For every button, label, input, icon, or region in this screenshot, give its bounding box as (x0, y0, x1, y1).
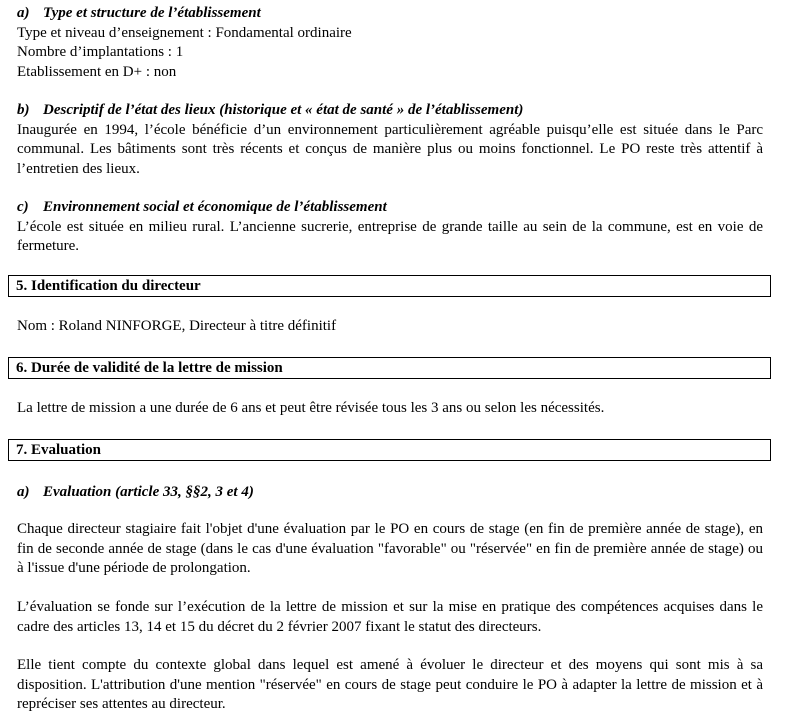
section-7-heading: 7. Evaluation (8, 439, 771, 461)
section-a-line-dplus: Etablissement en D+ : non (17, 63, 177, 80)
mission-validity-text: La lettre de mission a une durée de 6 ans et peut être révisée tous les 3 ans ou selon les nécessités. (17, 400, 605, 416)
section-5-heading: 5. Identification du directeur (8, 275, 771, 297)
section-c-heading (17, 198, 763, 218)
section-a-line-type: Type et niveau d’enseignement : Fondamental ordinaire (17, 24, 352, 41)
section-a-title: Type et structure de l’établissement (43, 5, 261, 21)
section-c-paragraph: L’école est située en milieu rural. L’ancienne sucrerie, entreprise de grande taille au sein de la commune, est en voie de fermeture. (17, 218, 763, 254)
section-7a-letter: a) (17, 484, 30, 500)
section-a-line-implantations: Nombre d’implantations : 1 (17, 44, 184, 60)
section-c (17, 198, 763, 257)
section-b-paragraph: Inaugurée en 1994, l’école bénéficie d’un environnement particulièrement agréable puisqu’elle est située dans le Parc communal. Les bâtiments sont très récents et conçus de manière plus ou moins fonctionnel. Le PO reste très attentif à l’entretien des lieux. (17, 121, 763, 177)
evaluation-paragraph-3: Elle tient compte du contexte global dans lequel est amené à évoluer le directeur et des moyens qui sont mis à sa disposition. L'attribution d'une mention "réservée" en cours de stage peut conduire le PO à adapter la lettre de mission et à repréciser ses attentes au directeur. (17, 657, 763, 712)
evaluation-paragraph-2: L’évaluation se fonde sur l’exécution de la lettre de mission et sur la mise en pratique des compétences acquises dans le cadre des articles 13, 14 et 15 du décret du 2 février 2007 fixant le statut des directeurs. (17, 599, 763, 635)
section-6-heading: 6. Durée de validité de la lettre de mission (8, 357, 771, 379)
section-7a-heading (17, 483, 763, 503)
section-b-title: Descriptif de l’état des lieux (historique et « état de santé » de l’établissement) (43, 102, 524, 118)
section-c-letter: c) (17, 199, 29, 215)
section-a-heading (17, 4, 763, 24)
section-a (17, 4, 763, 82)
section-c-title: Environnement social et économique de l’établissement (43, 199, 387, 215)
section-b (17, 101, 763, 179)
evaluation-paragraph-1: Chaque directeur stagiaire fait l'objet d'une évaluation par le PO en cours de stage (en fin de première année de stage), en fin de seconde année de stage (dans le cas d'une évaluation "favorable" ou "réservée" en fin de première année de stage) ou à l'issue d'une période de prolongation. (17, 521, 763, 576)
section-b-heading (17, 101, 763, 121)
director-name: Nom : Roland NINFORGE, Directeur à titre définitif (17, 318, 337, 334)
section-b-letter: b) (17, 102, 30, 118)
section-a-letter: a) (17, 5, 30, 21)
section-7a-title: Evaluation (article 33, §§2, 3 et 4) (43, 484, 254, 500)
